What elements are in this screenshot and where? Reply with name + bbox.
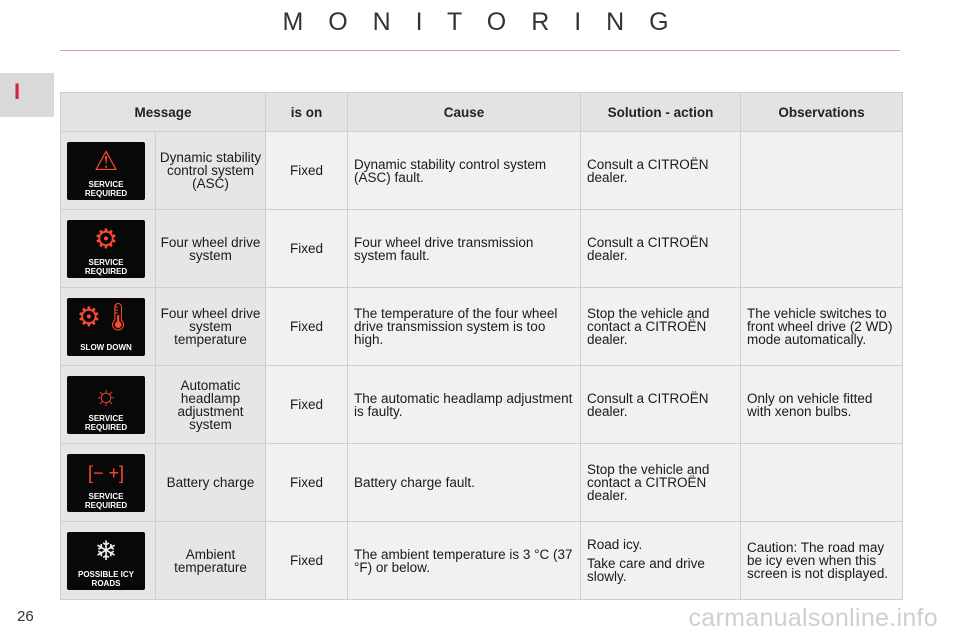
icon-symbol: ⚠	[93, 145, 119, 176]
solution-cell	[581, 522, 741, 600]
is-on-cell: Fixed	[266, 444, 348, 522]
icon-cell	[61, 366, 156, 444]
icon-cell	[61, 522, 156, 600]
table-row	[61, 132, 903, 210]
page-title: M O N I T O R I N G	[282, 8, 678, 36]
observations-cell: The vehicle switches to front wheel drive (2 WD) mode automatically.	[741, 288, 903, 366]
icon-symbol: ⚙	[93, 223, 119, 254]
header-cause: Cause	[348, 93, 581, 132]
table-row	[61, 288, 903, 366]
icon-label: POSSIBLE ICY ROADS	[77, 569, 134, 588]
is-on-cell: Fixed	[266, 366, 348, 444]
is-on-cell: Fixed	[266, 210, 348, 288]
table-row	[61, 444, 903, 522]
message-cell: Dynamic stability control system (ASC)	[156, 132, 266, 210]
esp-service-warning-icon	[67, 142, 145, 200]
warning-table	[60, 92, 903, 600]
icon-cell	[61, 444, 156, 522]
message-cell: Ambient temperature	[156, 522, 266, 600]
four-wheel-drive-service-icon	[67, 220, 145, 278]
header-message: Message	[61, 93, 266, 132]
table-row	[61, 366, 903, 444]
solution-cell: Stop the vehicle and contact a CITROËN dealer.	[581, 288, 741, 366]
cause-cell: Battery charge fault.	[348, 444, 581, 522]
message-cell: Four wheel drive system temperature	[156, 288, 266, 366]
is-on-cell: Fixed	[266, 288, 348, 366]
table-row	[61, 210, 903, 288]
page-number: 26	[17, 608, 34, 625]
icon-symbol: ❄	[94, 535, 118, 566]
solution-line: Road icy.	[587, 537, 643, 552]
watermark: carmanualsonline.info	[688, 604, 938, 632]
icon-symbol: ⚙🌡	[76, 301, 136, 332]
observations-cell: Only on vehicle fitted with xenon bulbs.	[741, 366, 903, 444]
is-on-cell: Fixed	[266, 132, 348, 210]
observations-cell	[741, 444, 903, 522]
table-header-row	[61, 93, 903, 132]
icon-label: SERVICE REQUIRED	[84, 257, 128, 276]
headlamp-adjustment-icon	[67, 376, 145, 434]
solution-cell: Stop the vehicle and contact a CITROËN dealer.	[581, 444, 741, 522]
cause-cell: Dynamic stability control system (ASC) fault.	[348, 132, 581, 210]
solution-cell: Consult a CITROËN dealer.	[581, 366, 741, 444]
cause-cell: Four wheel drive transmission system fault.	[348, 210, 581, 288]
icon-cell	[61, 288, 156, 366]
icon-symbol: ☼	[93, 379, 119, 410]
is-on-cell: Fixed	[266, 522, 348, 600]
table-row	[61, 522, 903, 600]
header-solution: Solution - action	[581, 93, 741, 132]
section-tab-label: I	[14, 79, 21, 104]
battery-icon	[67, 454, 145, 512]
cause-cell: The temperature of the four wheel drive transmission system is too high.	[348, 288, 581, 366]
message-cell: Battery charge	[156, 444, 266, 522]
icy-road-icon	[67, 532, 145, 590]
icon-symbol: [− +]	[87, 462, 125, 483]
cause-cell: The ambient temperature is 3 °C (37 °F) or below.	[348, 522, 581, 600]
observations-cell	[741, 210, 903, 288]
header-observations: Observations	[741, 93, 903, 132]
icon-label: SERVICE REQUIRED	[84, 491, 128, 510]
icon-label: SERVICE REQUIRED	[84, 413, 128, 432]
solution-cell: Consult a CITROËN dealer.	[581, 132, 741, 210]
section-tab	[0, 73, 54, 117]
message-cell: Four wheel drive system	[156, 210, 266, 288]
icon-label: SERVICE REQUIRED	[84, 179, 128, 198]
icon-cell	[61, 132, 156, 210]
solution-cell: Consult a CITROËN dealer.	[581, 210, 741, 288]
title-divider	[60, 50, 900, 51]
cause-cell: The automatic headlamp adjustment is faulty.	[348, 366, 581, 444]
message-cell: Automatic headlamp adjustment system	[156, 366, 266, 444]
icon-label: SLOW DOWN	[80, 342, 132, 352]
icon-cell	[61, 210, 156, 288]
four-wheel-drive-temperature-icon	[67, 298, 145, 356]
observations-cell	[741, 132, 903, 210]
observations-cell: Caution: The road may be icy even when this screen is not displayed.	[741, 522, 903, 600]
solution-line: Take care and drive slowly.	[587, 556, 705, 584]
header-is-on: is on	[266, 93, 348, 132]
